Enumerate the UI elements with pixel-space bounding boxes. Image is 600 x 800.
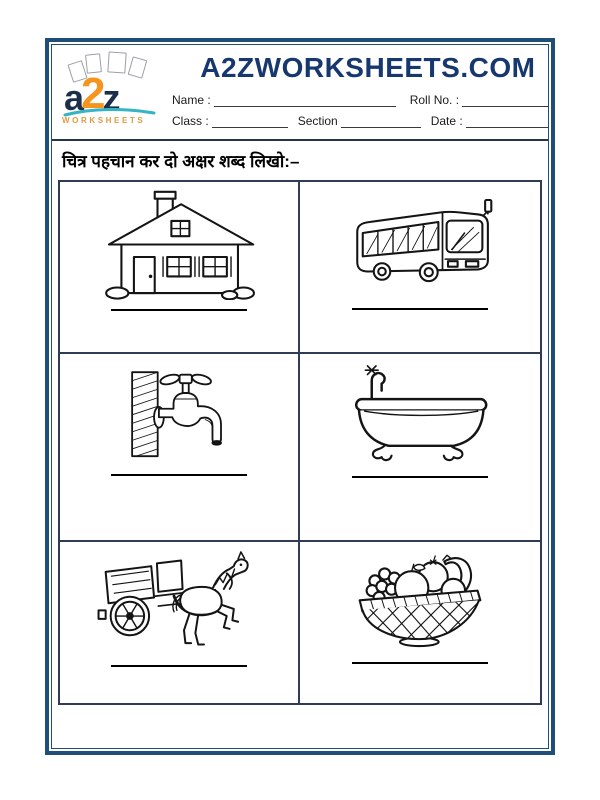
answer-line	[111, 474, 247, 476]
instruction-text: चित्र पहचान कर दो अक्षर शब्द लिखो:–	[62, 152, 300, 171]
paper-icon	[107, 51, 126, 73]
answer-line	[352, 476, 488, 478]
house-image	[99, 189, 259, 300]
class-section-date-row	[172, 114, 549, 128]
horse-cart-image	[90, 549, 268, 656]
roll-field-line	[462, 94, 548, 107]
answer-line	[111, 665, 247, 667]
section-field-line	[341, 115, 421, 128]
class-label: Class :	[172, 114, 209, 128]
grid-cell-house	[60, 182, 300, 354]
grid-cell-horse-cart	[60, 542, 300, 703]
water-tap-image	[109, 361, 249, 465]
answer-line	[352, 308, 488, 310]
worksheet-border	[45, 38, 555, 755]
name-label: Name :	[172, 93, 211, 107]
grid-cell-bathtub	[300, 354, 540, 542]
grid-cell-tap	[60, 354, 300, 542]
a2z-logo	[60, 50, 166, 139]
name-field-line	[214, 94, 396, 107]
grid-cell-bus	[300, 182, 540, 354]
grid-cell-fruit-basket	[300, 542, 540, 703]
date-field-line	[466, 115, 549, 128]
picture-grid	[58, 180, 542, 705]
header	[52, 45, 548, 139]
answer-line	[111, 309, 247, 311]
site-title: A2ZWORKSHEETS.COM	[200, 52, 536, 83]
class-field-line	[212, 115, 288, 128]
name-roll-row	[172, 93, 549, 107]
logo-text: a 2 z	[64, 69, 119, 118]
paper-icon	[128, 56, 148, 78]
bus-image	[338, 189, 503, 299]
fruit-basket-image	[340, 549, 500, 653]
section-label: Section	[297, 114, 338, 128]
logo-subtext: WORKSHEETS	[62, 116, 146, 125]
roll-label: Roll No. :	[409, 93, 460, 107]
bathtub-image	[339, 361, 502, 467]
answer-line	[352, 662, 488, 664]
date-label: Date :	[430, 114, 463, 128]
